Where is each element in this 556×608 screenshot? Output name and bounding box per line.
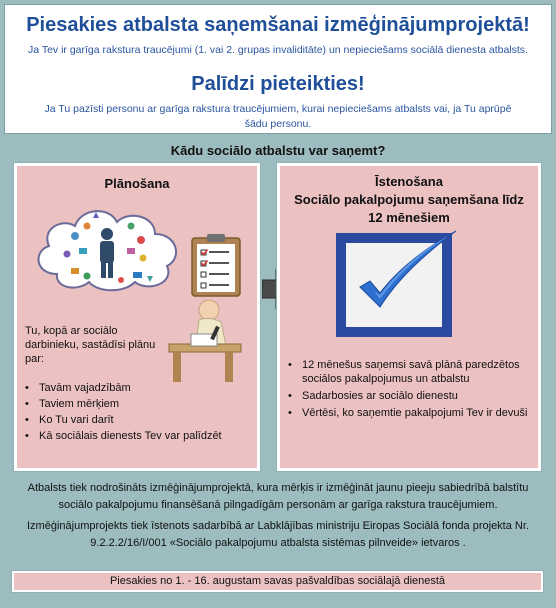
question-heading: Kādu sociālo atbalstu var saņemt? <box>170 143 386 158</box>
list-item: • Taviem mērķiem <box>25 396 255 412</box>
planning-title: Plānošana <box>104 176 170 191</box>
implementation-title: Īstenošana <box>375 174 443 189</box>
main-subtitle: Ja Tev ir garīga rakstura traucējumi (1. vai 2. grupas invaliditāte) un nepieciešams sociālā dienesta atbalsts. <box>28 44 528 56</box>
header-box <box>4 4 552 134</box>
implementation-subtitle-line2: 12 mēnešiem <box>368 210 450 225</box>
clipboard-icon <box>189 232 243 298</box>
desk-figure-icon <box>165 296 243 386</box>
main-title: Piesakies atbalsta saņemšanai izmēģinājumprojektā! <box>26 14 530 36</box>
implementation-subtitle-line1: Sociālo pakalpojumu saņemšana līdz <box>294 192 524 207</box>
footer-paragraph-1: Atbalsts tiek nodrošināts izmēģinājumprojektā, kura mērķis ir izmēģināt jaunu pieeju sabiedrībā balstītu sociālo pakalpojumu finansēšanā pilngadīgām personām ar garīga rakstura traucējumiem. <box>27 482 529 511</box>
list-item: • Ko Tu vari darīt <box>25 412 255 428</box>
planning-intro: Tu, kopā ar sociālo darbinieku, sastādīsi plānu par: <box>25 325 156 365</box>
list-item: • Vērtēsi, ko saņemtie pakalpojumi Tev ir devuši <box>288 406 533 420</box>
secondary-subtitle: Ja Tu pazīsti personu ar garīga rakstura traucējumiem, kurai nepieciešams atbalsts vai, ja Tu aprūpē šādu personu. <box>44 103 512 130</box>
footer-paragraph-2: Izmēģinājumprojekts tiek īstenots sadarbībā ar Labklājības ministriju Eiropas Sociālā fonda projekta Nr. 9.2.2.2/16/I/001 «Sociālo pakalpojumu atbalsta sistēmas pilnveide» ietvaros . <box>27 520 529 549</box>
implementation-list <box>288 358 533 423</box>
checkmark-icon <box>334 229 460 341</box>
list-item: • 12 mēnešus saņemsi savā plānā paredzētos sociālos pakalpojumus un atbalstu <box>288 358 533 386</box>
list-item: • Sadarbosies ar sociālo dienestu <box>288 389 533 403</box>
secondary-title: Palīdzi pieteikties! <box>191 73 365 95</box>
list-item: • Tavām vajadzībām <box>25 380 255 396</box>
cloud-icon <box>27 196 187 296</box>
list-item: • Kā sociālais dienests Tev var palīdzēt <box>25 428 255 444</box>
planning-list <box>25 380 255 444</box>
planning-panel <box>14 163 260 471</box>
implementation-panel <box>277 163 541 471</box>
call-to-action: Piesakies no 1. - 16. augustam savas pašvaldības sociālajā dienestā <box>12 571 543 592</box>
